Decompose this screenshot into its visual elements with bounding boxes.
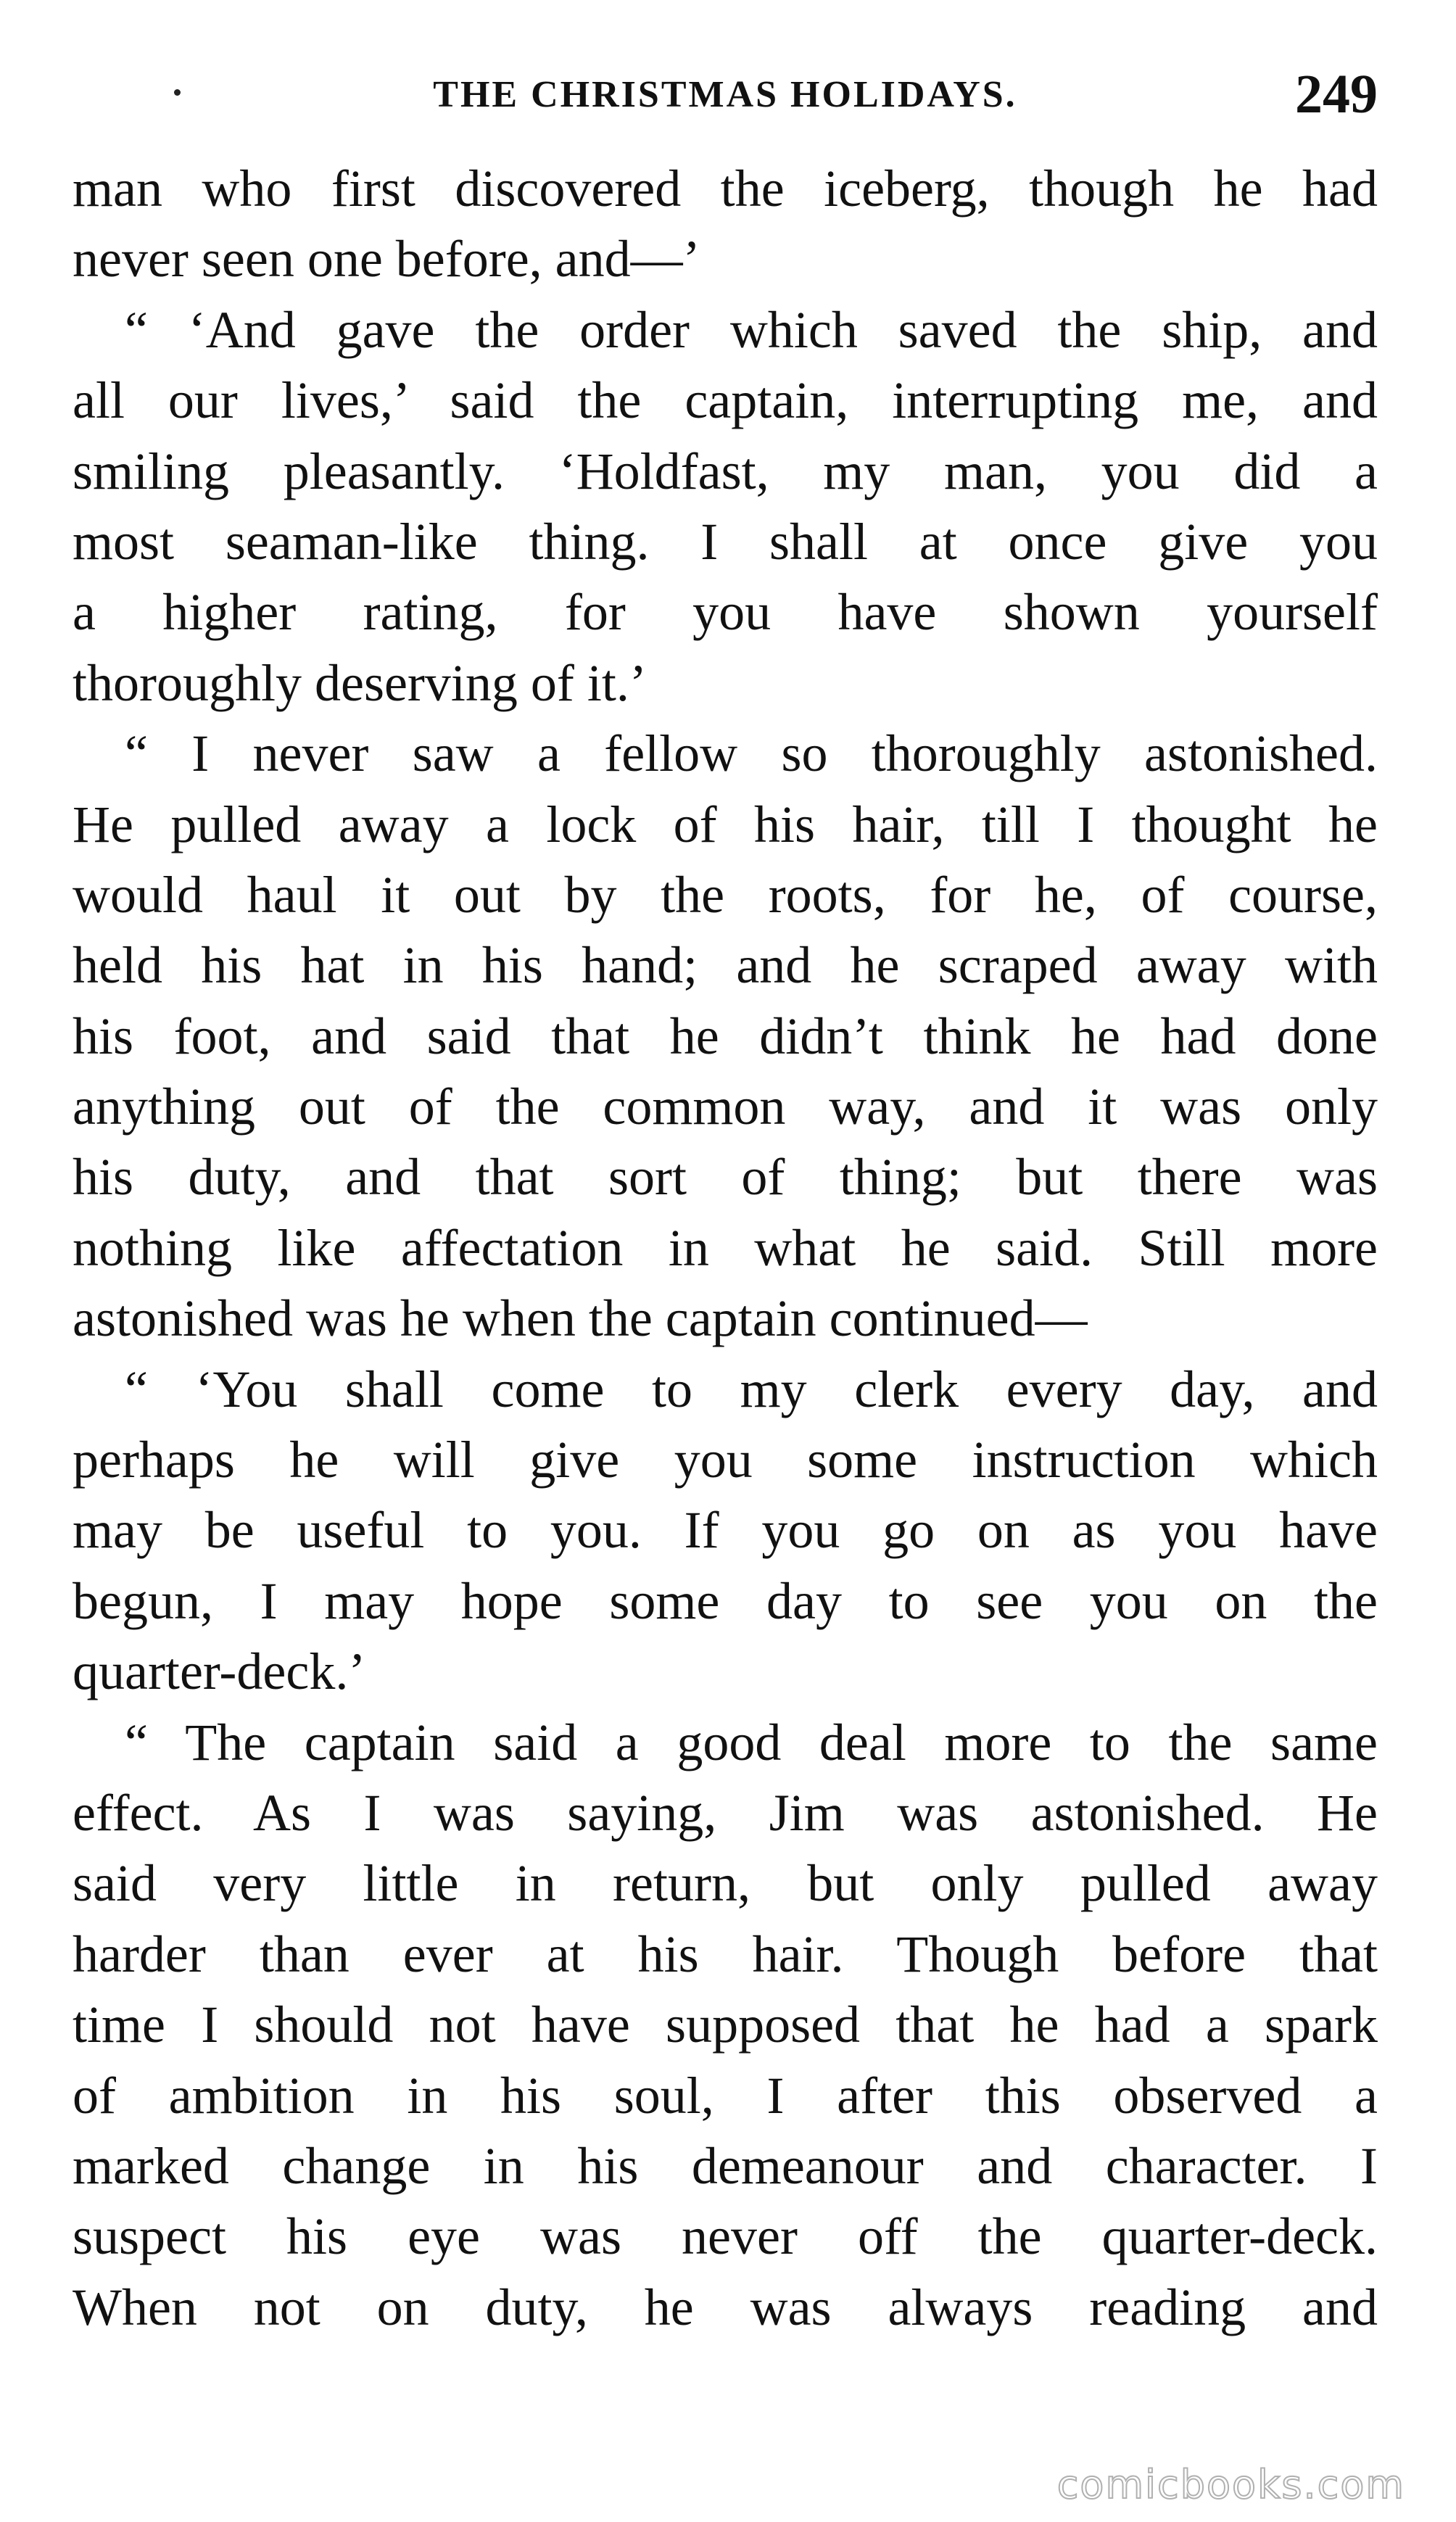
body-text: [73, 154, 1378, 2343]
text-line: “ ‘You shall come to my clerk every day, and: [125, 1360, 1378, 1418]
text-line: He pulled away a lock of his hair, till I thought he: [73, 795, 1378, 853]
text-line: may be useful to you. If you go on as you have: [73, 1501, 1378, 1560]
text-line: begun, I may hope some day to see you on the: [73, 1571, 1378, 1630]
text-line: would haul it out by the roots, for he, of course,: [73, 865, 1378, 924]
watermark: comicbooks.com: [1056, 2462, 1405, 2507]
text-line: his foot, and said that he didn’t think he had done: [73, 1006, 1378, 1065]
text-line: marked change in his demeanour and character. I: [73, 2136, 1378, 2195]
text-line: nothing like affectation in what he said. Still more: [73, 1218, 1378, 1277]
text-line: held his hat in his hand; and he scraped away with: [73, 936, 1378, 995]
text-line: smiling pleasantly. ‘Holdfast, my man, you did a: [73, 442, 1378, 500]
text-line: astonished was he when the captain continued—: [73, 1289, 1088, 1348]
text-line: quarter-deck.’: [73, 1642, 366, 1701]
text-line: “ I never saw a fellow so thoroughly astonished.: [125, 724, 1378, 783]
text-line: perhaps he will give you some instruction which: [73, 1431, 1378, 1489]
text-line: harder than ever at his hair. Though before that: [73, 1924, 1378, 1983]
page-number: 249: [1295, 64, 1378, 125]
text-line: of ambition in his soul, I after this observed a: [73, 2066, 1378, 2125]
text-line: thoroughly deserving of it.’: [73, 653, 647, 712]
text-line: “ ‘And gave the order which saved the ship, and: [125, 300, 1378, 359]
text-line: his duty, and that sort of thing; but there was: [73, 1148, 1378, 1207]
text-line: “ The captain said a good deal more to the same: [125, 1713, 1378, 1771]
text-line: never seen one before, and—’: [73, 230, 700, 289]
text-line: anything out of the common way, and it was only: [73, 1078, 1378, 1136]
text-line: all our lives,’ said the captain, interrupting me, and: [73, 371, 1378, 430]
running-head-title: THE CHRISTMAS HOLIDAYS.: [433, 74, 1017, 115]
running-head: [73, 54, 1378, 134]
text-line: said very little in return, but only pulled away: [73, 1854, 1378, 1913]
text-line: effect. As I was saying, Jim was astonished. He: [73, 1783, 1378, 1842]
text-line: most seaman-like thing. I shall at once give you: [73, 512, 1378, 571]
text-line: suspect his eye was never off the quarter-deck.: [73, 2207, 1378, 2266]
text-line: a higher rating, for you have shown yourself: [73, 583, 1378, 642]
text-line: man who first discovered the iceberg, though he had: [73, 160, 1378, 218]
text-line: time I should not have supposed that he had a spark: [73, 1996, 1378, 2054]
text-line: When not on duty, he was always reading and: [73, 2278, 1378, 2336]
